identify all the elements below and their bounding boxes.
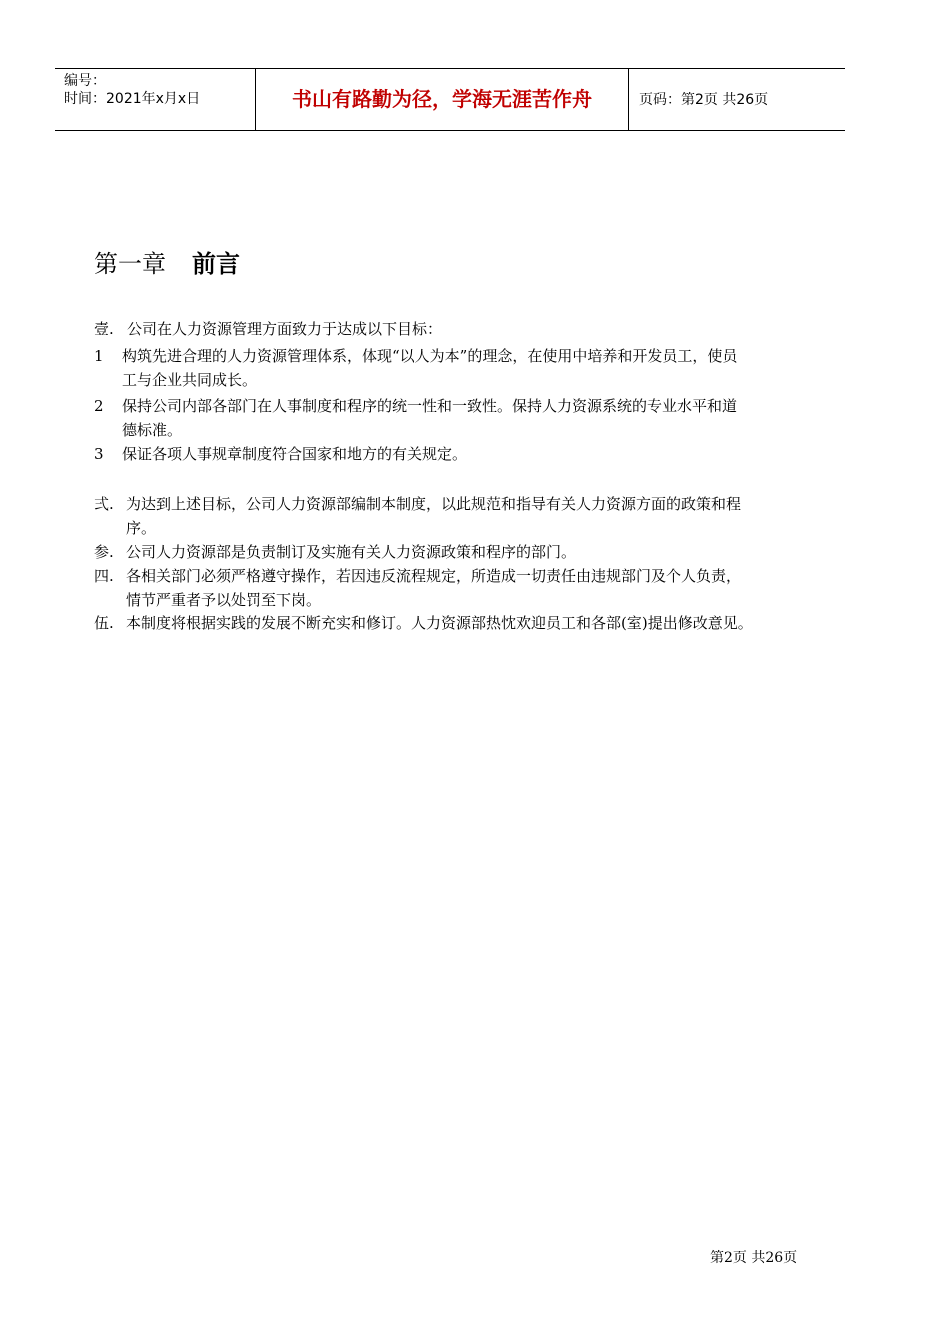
item-text: 为达到上述目标，公司人力资源部编制本制度，以此规范和指导有关人力资源方面的政策和程 <box>126 495 742 513</box>
item-text: 公司人力资源部是负责制订及实施有关人力资源政策和程序的部门。 <box>126 543 577 561</box>
item-marker: 2 <box>94 397 104 415</box>
item-marker: 参. <box>94 543 114 561</box>
item-marker: 弍. <box>94 495 114 513</box>
page-header <box>55 68 845 131</box>
item-marker: 四. <box>94 567 114 585</box>
item-marker: 3 <box>94 445 104 463</box>
item-marker: 1 <box>94 347 104 365</box>
chapter-title: 前言 <box>192 249 240 278</box>
document-date: 时间：2021年x月x日 <box>64 91 201 107</box>
header-page-info <box>629 69 845 130</box>
item-text: 构筑先进合理的人力资源管理体系，体现“以人为本”的理念，在使用中培养和开发员工，使员 <box>122 347 738 365</box>
item-text: 保持公司内部各部门在人事制度和程序的统一性和一致性。保持人力资源系统的专业水平和道 <box>122 397 738 415</box>
page-footer: 第2页 共26页 <box>710 1250 798 1266</box>
page-info-text: 页码：第2页 共26页 <box>639 92 769 108</box>
header-meta <box>55 69 256 130</box>
chapter-number: 第一章 <box>94 250 166 278</box>
item-text: 序。 <box>126 519 157 537</box>
item-marker: 壹. <box>94 320 114 338</box>
item-text: 德标准。 <box>122 421 183 439</box>
document-code-label: 编号： <box>64 73 106 89</box>
header-motto: 书山有路勤为径，学海无涯苦作舟 <box>256 69 629 130</box>
chapter-heading <box>94 244 240 279</box>
item-text: 本制度将根据实践的发展不断充实和修订。人力资源部热忱欢迎员工和各部(室)提出修改意见。 <box>126 614 753 632</box>
item-text: 各相关部门必须严格遵守操作，若因违反流程规定，所造成一切责任由违规部门及个人负责， <box>126 567 742 585</box>
item-text: 公司在人力资源管理方面致力于达成以下目标： <box>127 320 443 338</box>
item-marker: 伍. <box>94 614 114 632</box>
item-text: 情节严重者予以处罚至下岗。 <box>126 591 322 609</box>
item-text: 保证各项人事规章制度符合国家和地方的有关规定。 <box>122 445 468 463</box>
item-text: 工与企业共同成长。 <box>122 371 258 389</box>
